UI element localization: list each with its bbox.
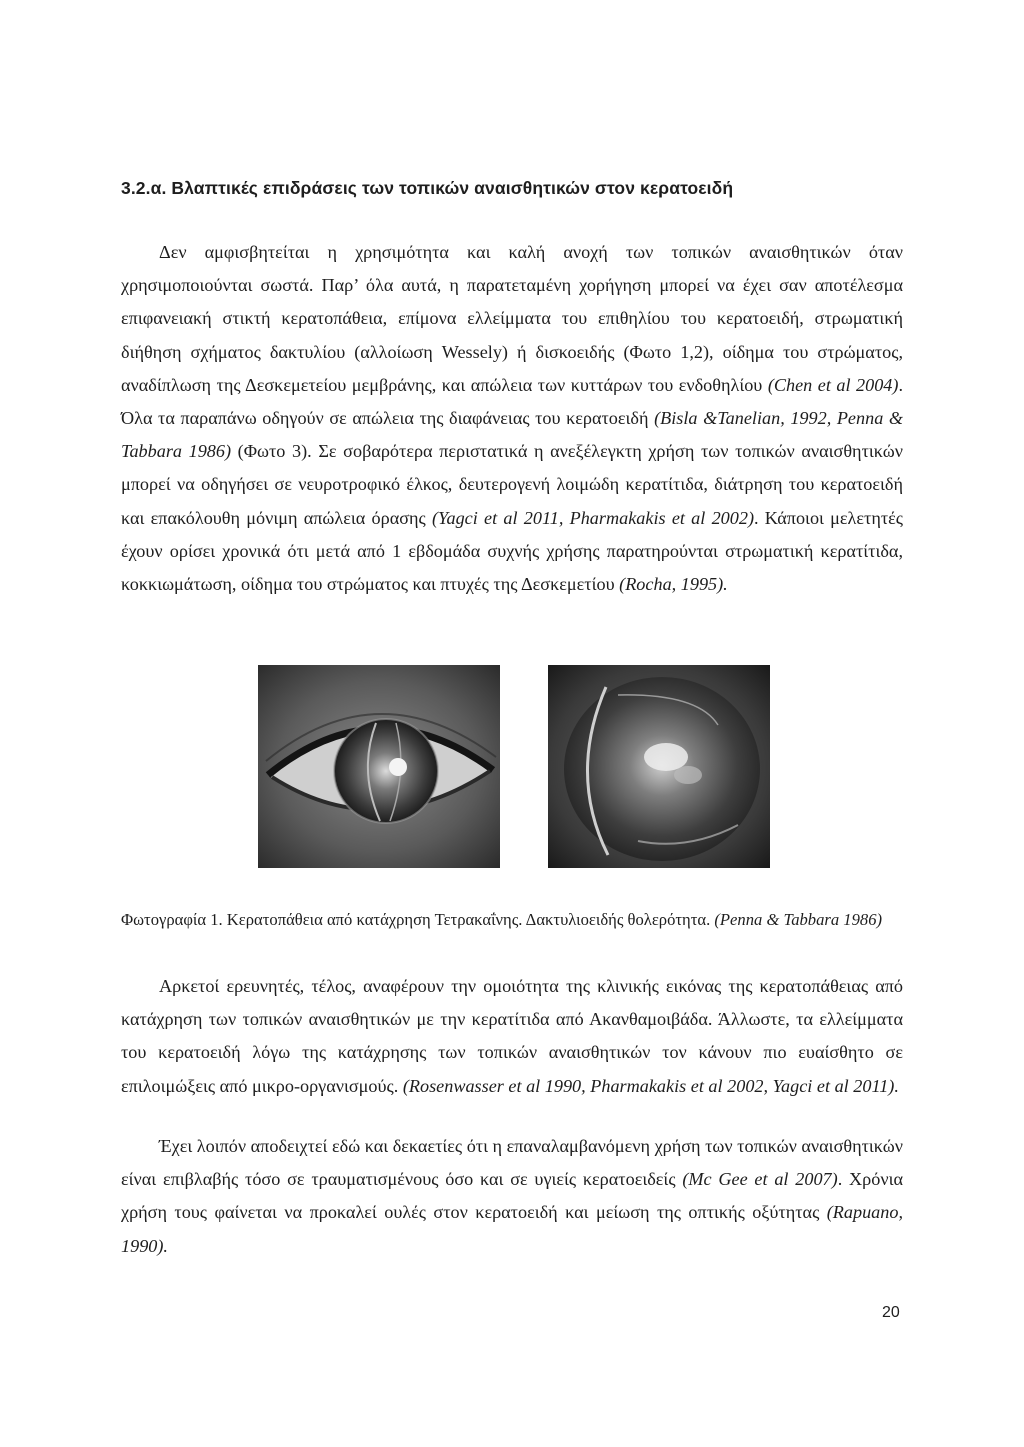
text-run: Αρκετοί ερευνητές, τέλος, αναφέρουν την ομοιότητα της κλινικής εικόνας της κερατοπάθειας από κατάχρηση των τοπικών αναισθητικών με την κερατίτιδα από Ακανθαμοιβάδα. Άλλωστε, τα ελλείμματα του κερατοειδή λόγω της κατάχρησης των τοπικών αναισθητικών τον κάνουν πιο ευαίσθητο σε επιλοιμώξεις από μικρο-οργανισμούς.	[121, 976, 903, 1096]
section-heading: 3.2.α. Βλαπτικές επιδράσεις των τοπικών αναισθητικών στον κερατοειδή	[121, 178, 734, 198]
text-run: . Χρόνια χρήση τους φαίνεται να προκαλεί ουλές στον κερατοειδή και μείωση της οπτικής οξύτητας	[121, 1169, 903, 1223]
eye-photo-left	[258, 665, 500, 868]
eye-photo-right	[548, 665, 770, 868]
text-run: Δεν αμφισβητείται η χρησιμότητα και καλή ανοχή των τοπικών αναισθητικών όταν χρησιμοποιούνται σωστά. Παρ’ όλα αυτά, η παρατεταμένη χορήγηση μπορεί να έχει σαν αποτέλεσμα επιφανειακή στικτή κερατοπάθεια, επίμονα ελλείμματα του επιθηλίου του κερατοειδή, στρωματική διήθηση σχήματος δακτυλίου (αλλοίωση Wessely) ή δισκοειδής (Φωτο 1,2), οίδημα του στρώματος, αναδίπλωση της Δεσκεμετείου μεμβράνης, και απώλεια των κυττάρων του ενδοθηλίου	[121, 242, 903, 395]
citation: (Yagci et al 2011, Pharmakakis et al 2002)	[431, 507, 754, 528]
citation: (Mc Gee et al 2007)	[682, 1169, 838, 1190]
paragraph-adverse-effects	[121, 236, 903, 601]
paragraph-acanthamoeba	[121, 970, 903, 1103]
caption-citation: (Penna & Tabbara 1986)	[714, 910, 883, 929]
citation: (Bisla &Tanelian, 1992, Penna & Tabbara 1986)	[121, 408, 904, 462]
text-run: . Κάποιοι μελετητές έχουν ορίσει χρονικά ότι μετά από 1 εβδομάδα συχνής χρήσης παρατηρούνται στρωματική κερατίτιδα, κοκκιωμάτωση, οίδημα του στρώματος και πτυχές της Δεσκεμετίου	[121, 507, 903, 595]
citation: (Rosenwasser et al 1990, Pharmakakis et al 2002, Yagci et al 2011).	[402, 1075, 899, 1096]
text-run: (Φωτο 3). Σε σοβαρότερα περιστατικά η ανεξέλεγκτη χρήση των τοπικών αναισθητικών μπορεί να οδηγήσει σε νευροτροφικό έλκος, δευτερογενή λοιμώδη κερατίτιδα, διάτρηση του κερατοειδή και επακόλουθη μόνιμη απώλεια όρασης	[121, 441, 903, 528]
citation: (Rocha, 1995).	[619, 574, 728, 595]
text-run: . Όλα τα παραπάνω οδηγούν σε απώλεια της διαφάνειας του κερατοειδή	[121, 374, 904, 429]
page-number: 20	[882, 1304, 900, 1321]
text-run: Έχει λοιπόν αποδειχτεί εδώ και δεκαετίες ότι η επαναλαμβανόμενη χρήση των τοπικών αναισθητικών είναι επιβλαβής τόσο σε τραυματισμένους όσο και σε υγιείς κερατοειδείς	[121, 1136, 903, 1190]
citation: (Rapuano, 1990).	[121, 1202, 903, 1256]
citation: (Chen et al 2004)	[767, 374, 899, 395]
figure-caption	[121, 903, 903, 936]
paragraph-conclusion	[121, 1130, 903, 1263]
caption-text: Φωτογραφία 1. Κερατοπάθεια από κατάχρηση Τετρακαΐνης. Δακτυλιοειδής θολερότητα.	[121, 910, 715, 929]
